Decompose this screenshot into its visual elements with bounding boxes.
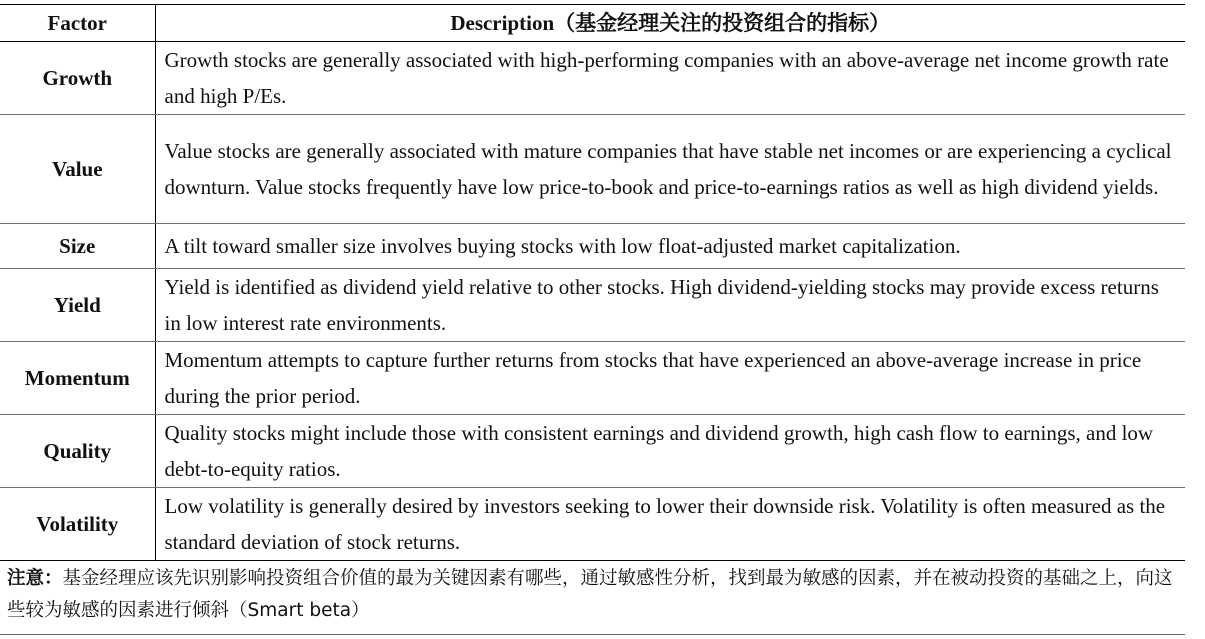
- table-row: [0, 488, 1185, 561]
- table-row: [0, 115, 1185, 224]
- table-row: [0, 415, 1185, 488]
- table-row: [0, 269, 1185, 342]
- factor-name-yield: Yield: [0, 269, 155, 342]
- factor-table: [0, 4, 1185, 561]
- factor-description-yield: Yield is identified as dividend yield relative to other stocks. High dividend-yielding stocks may provide excess returns in low interest rate environments.: [155, 269, 1185, 342]
- bottom-divider: [0, 634, 1185, 635]
- note-label: 注意：: [7, 568, 63, 589]
- factor-name-momentum: Momentum: [0, 342, 155, 415]
- factor-name-value: Value: [0, 115, 155, 224]
- factor-description-volatility: Low volatility is generally desired by investors seeking to lower their downside risk. Volatility is often measured as the standard deviation of stock returns.: [155, 488, 1185, 561]
- factor-name-quality: Quality: [0, 415, 155, 488]
- factor-description-momentum: Momentum attempts to capture further returns from stocks that have experienced an above-average increase in price during the prior period.: [155, 342, 1185, 415]
- table-row: [0, 342, 1185, 415]
- factor-description-size: A tilt toward smaller size involves buying stocks with low float-adjusted market capitalization.: [155, 224, 1185, 269]
- factor-name-size: Size: [0, 224, 155, 269]
- note-paragraph: [7, 563, 1187, 627]
- factor-name-volatility: Volatility: [0, 488, 155, 561]
- header-description: Description（基金经理关注的投资组合的指标）: [155, 5, 1185, 42]
- table-row: [0, 42, 1185, 115]
- factor-description-quality: Quality stocks might include those with consistent earnings and dividend growth, high cash flow to earnings, and low debt-to-equity ratios.: [155, 415, 1185, 488]
- table-header-row: [0, 5, 1185, 42]
- table-row: [0, 224, 1185, 269]
- note-text: 基金经理应该先识别影响投资组合价值的最为关键因素有哪些，通过敏感性分析，找到最为敏感的因素，并在被动投资的基础之上，向这些较为敏感的因素进行倾斜（Smart beta）: [7, 568, 1173, 621]
- factor-name-growth: Growth: [0, 42, 155, 115]
- factor-description-growth: Growth stocks are generally associated with high-performing companies with an above-average net income growth rate and high P/Es.: [155, 42, 1185, 115]
- header-factor: Factor: [0, 5, 155, 42]
- factor-description-value: Value stocks are generally associated with mature companies that have stable net incomes or are experiencing a cyclical downturn. Value stocks frequently have low price-to-book and price-to-earnings ratios as well as high dividend yields.: [155, 115, 1185, 224]
